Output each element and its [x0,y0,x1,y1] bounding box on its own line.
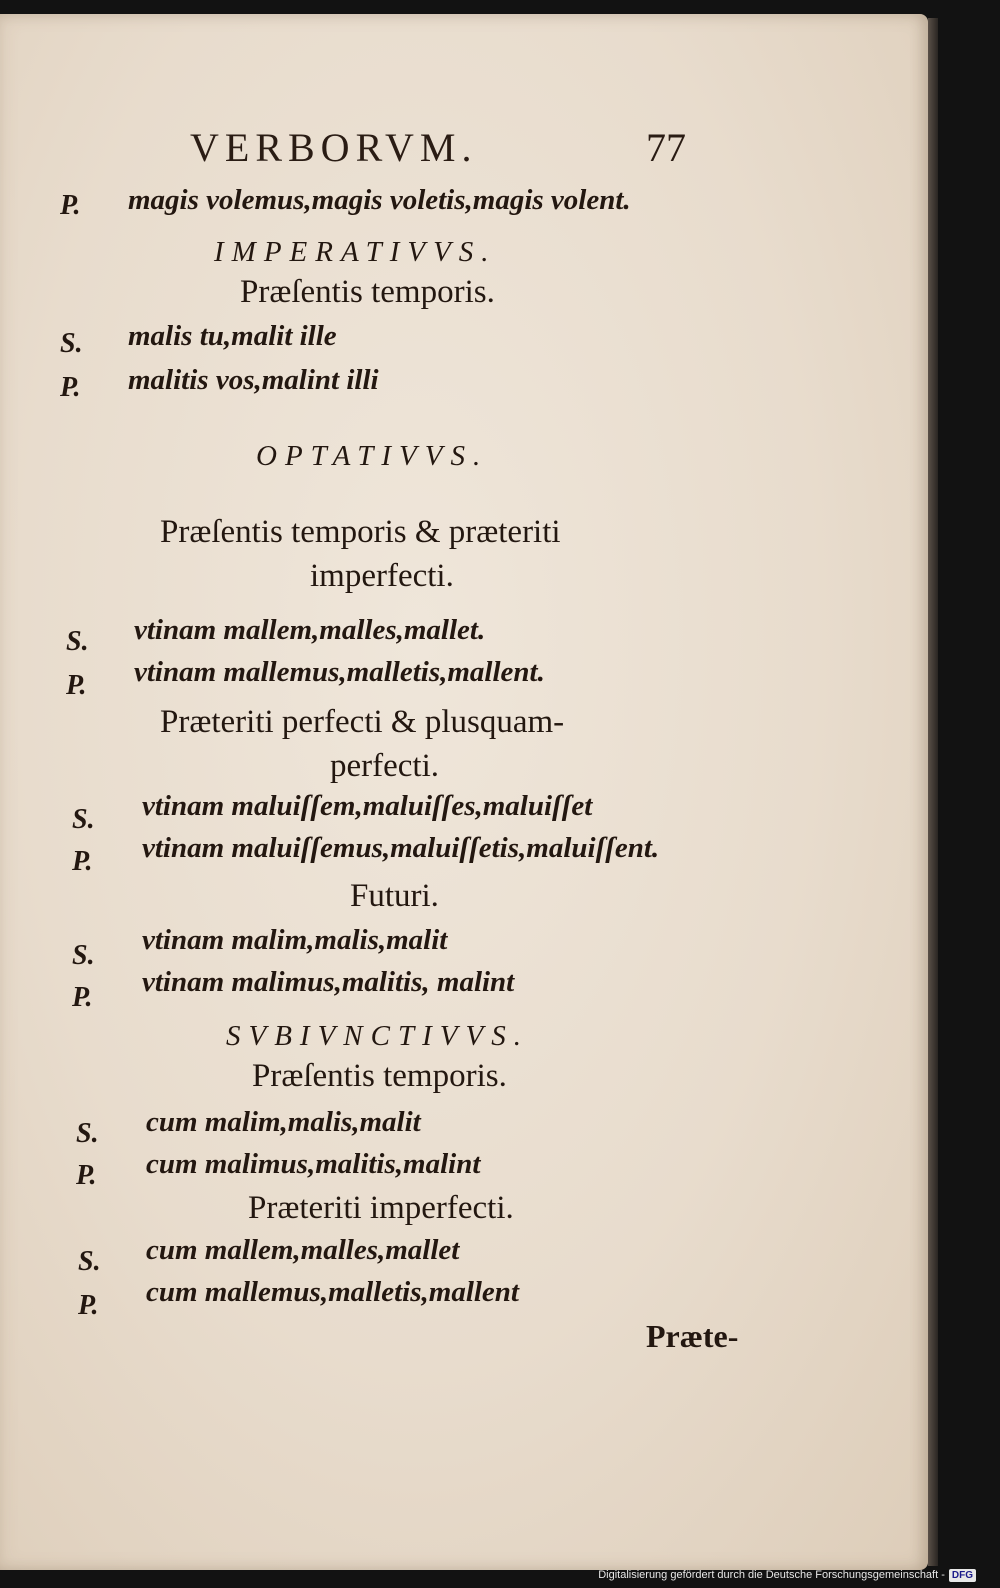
book-page [0,14,928,1570]
running-title: VERBORVM. [190,125,478,170]
number-label: P. [78,1290,99,1321]
conjugation-line: vtinam malim,malis,malit [142,924,448,956]
conjugation-line: vtinam mallem,malles,mallet. [134,614,486,646]
number-label: P. [72,982,93,1013]
number-label: P. [72,846,93,877]
number-label: P. [60,190,81,221]
conjugation-line: vtinam maluiſſemus,maluiſſetis,maluiſſent. [142,832,660,864]
tense-heading: perfecti. [330,748,440,784]
tense-heading: imperfecti. [310,558,454,594]
conjugation-line: vtinam malimus,malitis, malint [142,966,515,998]
tense-heading: Præſentis temporis. [240,274,495,310]
page-edge [928,18,938,1566]
page-number: 77 [646,125,686,170]
tense-heading: Præſentis temporis. [252,1058,507,1094]
number-label: S. [78,1246,101,1277]
conjugation-line: vtinam maluiſſem,maluiſſes,maluiſſet [142,790,593,822]
catchword: Præte- [646,1318,739,1354]
dfg-logo-icon: DFG [949,1569,976,1582]
mood-heading: IMPERATIVVS. [214,236,497,268]
tense-heading: Præſentis temporis & præteriti [160,514,561,550]
tense-heading: Præteriti imperfecti. [248,1190,514,1226]
conjugation-line: malitis vos,malint illi [128,364,379,396]
number-label: S. [76,1118,99,1149]
conjugation-line: vtinam mallemus,malletis,mallent. [134,656,545,688]
number-label: S. [72,804,95,835]
mood-heading: SVBIVNCTIVVS. [226,1020,529,1052]
tense-heading: Futuri. [350,878,439,914]
conjugation-line: cum mallem,malles,mallet [146,1234,460,1266]
running-header [0,124,928,174]
number-label: S. [66,626,89,657]
conjugation-line: malis tu,malit ille [128,320,337,352]
conjugation-line: cum malimus,malitis,malint [146,1148,481,1180]
number-label: P. [76,1160,97,1191]
mood-heading: OPTATIVVS. [256,440,489,472]
conjugation-line: cum mallemus,malletis,mallent [146,1276,519,1308]
digitization-credit [598,1566,976,1584]
number-label: S. [60,328,83,359]
conjugation-line: cum malim,malis,malit [146,1106,421,1138]
tense-heading: Præteriti perfecti & plusquam- [160,704,565,740]
conjugation-line: magis volemus,magis voletis,magis volent. [128,184,631,216]
credit-text: Digitalisierung gefördert durch die Deutsche Forschungsgemeinschaft - [598,1569,945,1581]
number-label: P. [60,372,81,403]
number-label: P. [66,670,87,701]
number-label: S. [72,940,95,971]
